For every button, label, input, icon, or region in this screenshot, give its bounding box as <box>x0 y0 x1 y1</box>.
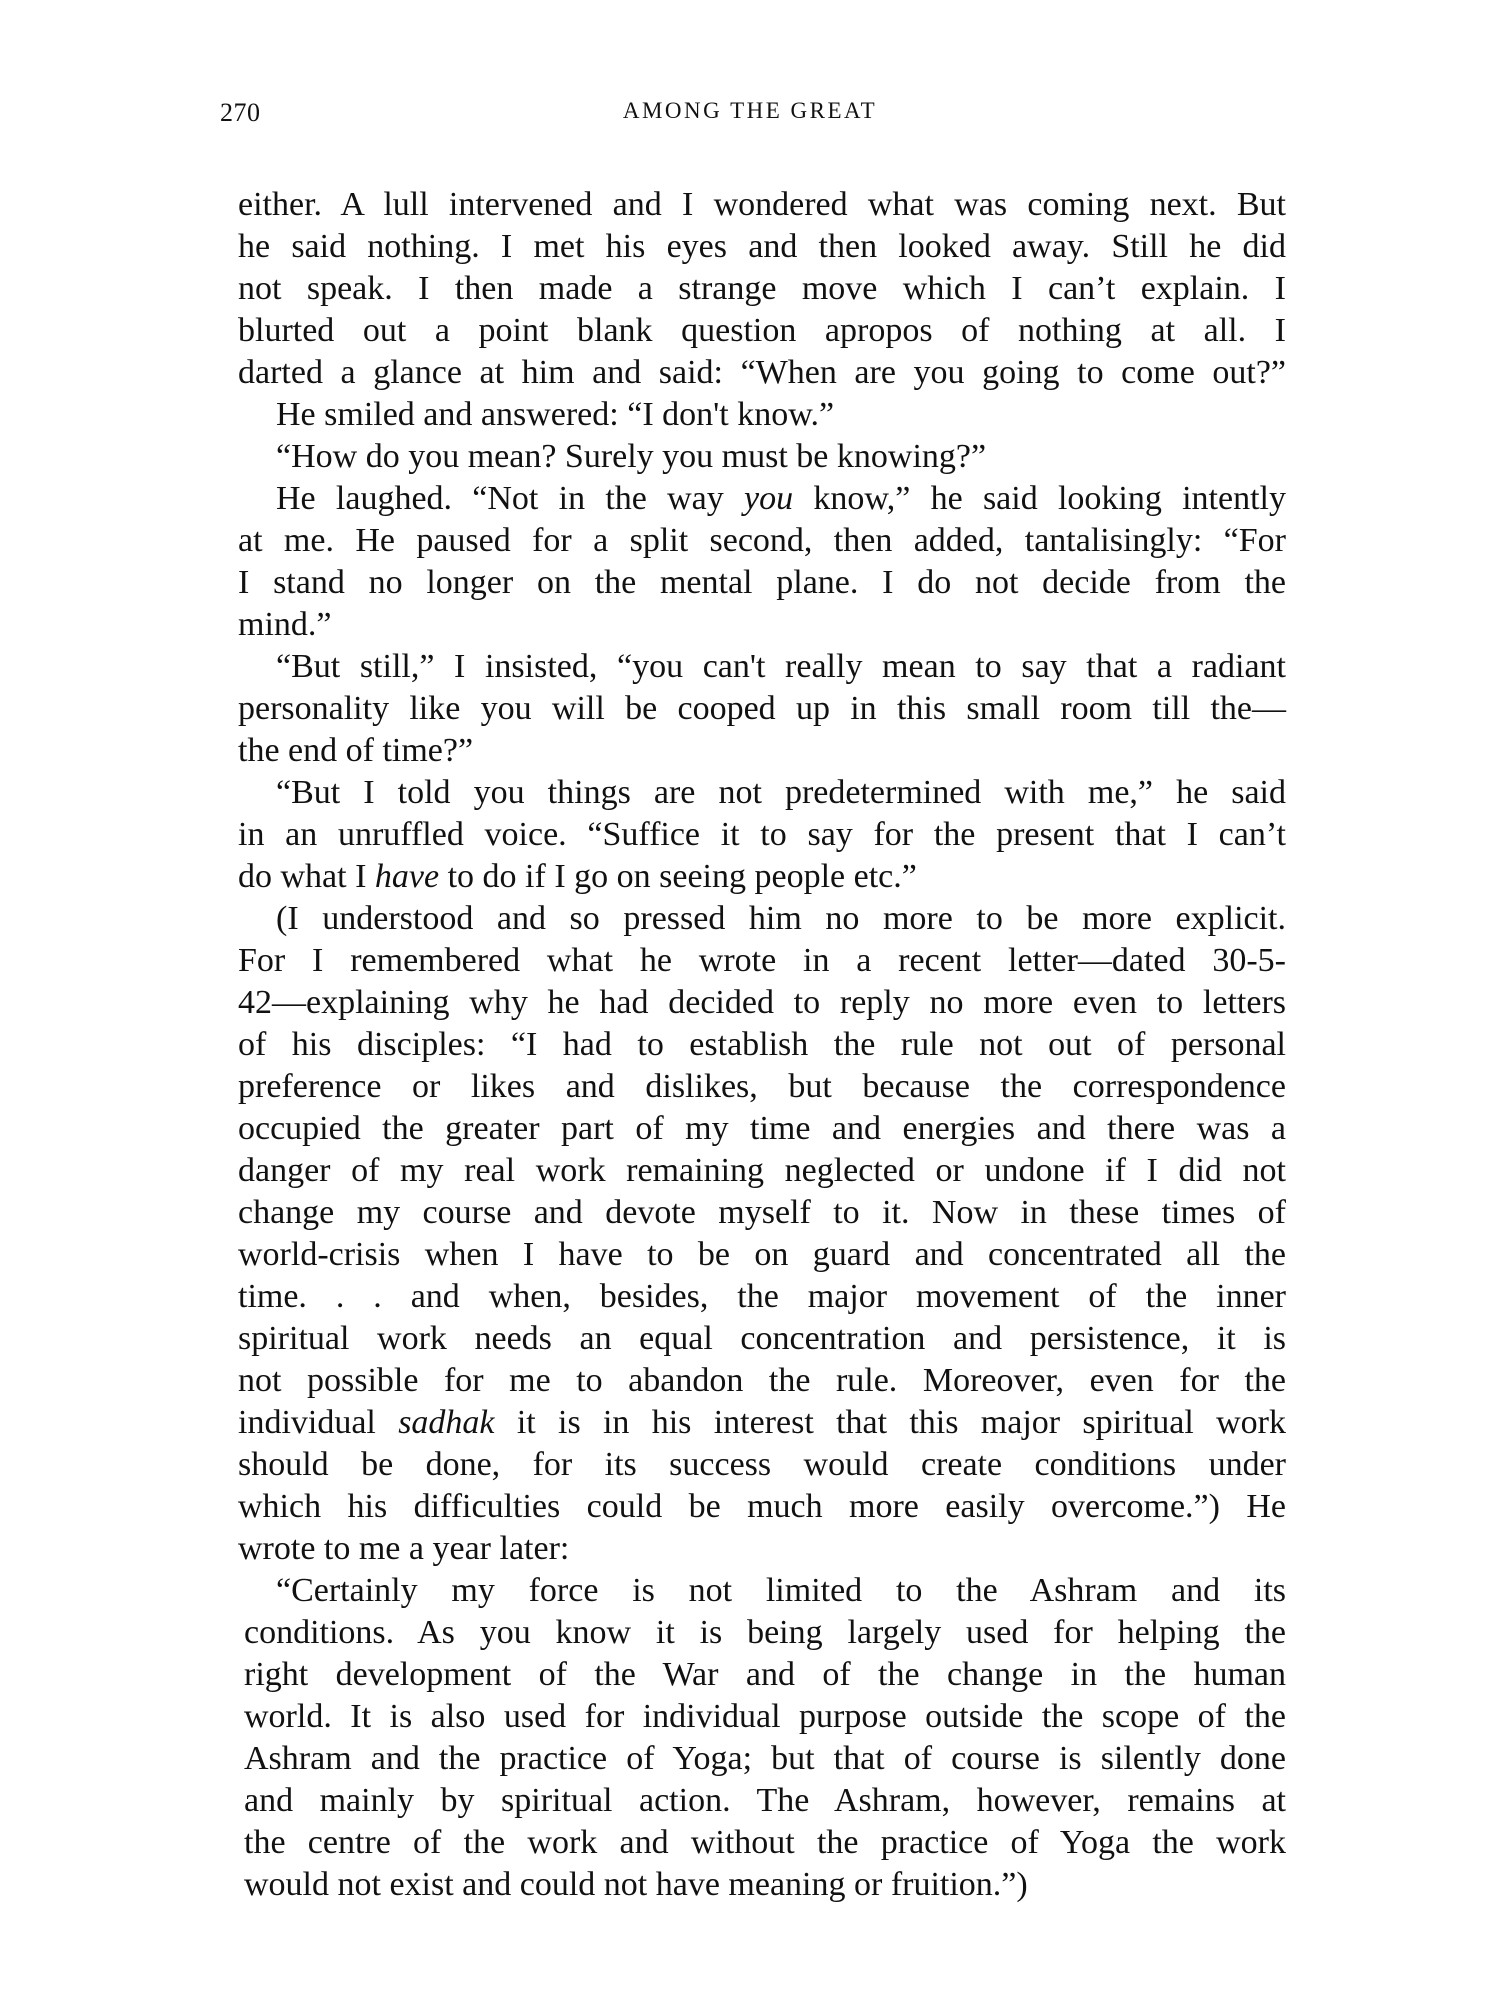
text-line: conditions. As you know it is being largely used for helping the <box>244 1614 1286 1651</box>
text-segment: He laughed. “Not in the way <box>276 480 745 517</box>
text-line: I stand no longer on the mental plane. I do not decide from the <box>238 564 1286 601</box>
text-line: “But still,” I insisted, “you can't really mean to say that a radiant <box>276 648 1286 685</box>
text-segment: do what I <box>238 858 375 895</box>
text-line: change my course and devote myself to it. Now in these times of <box>238 1194 1286 1231</box>
text-line: should be done, for its success would create conditions under <box>238 1446 1286 1483</box>
italic-word: have <box>374 858 440 895</box>
text-line: of his disciples: “I had to establish the rule not out of personal <box>238 1026 1286 1063</box>
text-line: “How do you mean? Surely you must be knowing?” <box>276 438 987 475</box>
text-line: danger of my real work remaining neglected or undone if I did not <box>238 1152 1286 1189</box>
text-segment: it is in his interest that this major spiritual work <box>494 1404 1286 1441</box>
page-number: 270 <box>220 98 261 127</box>
text-line: not speak. I then made a strange move which I can’t explain. I <box>238 270 1286 307</box>
text-line: which his difficulties could be much more easily overcome.”) He <box>238 1488 1286 1525</box>
text-line <box>238 1402 1286 1444</box>
text-line: would not exist and could not have meaning or fruition.”) <box>244 1866 1028 1903</box>
text-line: blurted out a point blank question apropos of nothing at all. I <box>238 312 1286 349</box>
italic-word: sadhak <box>398 1404 495 1441</box>
text-line: in an unruffled voice. “Suffice it to say for the present that I can’t <box>238 816 1286 853</box>
text-line: personality like you will be cooped up in this small room till the— <box>238 690 1286 727</box>
text-line: “But I told you things are not predetermined with me,” he said <box>276 774 1286 811</box>
text-segment: know,” he said looking intently <box>793 480 1286 517</box>
text-line: 42—explaining why he had decided to reply no more even to letters <box>238 984 1286 1021</box>
text-line: the centre of the work and without the practice of Yoga the work <box>244 1824 1286 1861</box>
text-line: at me. He paused for a split second, then added, tantalisingly: “For <box>238 522 1286 559</box>
text-line: the end of time?” <box>238 732 474 769</box>
text-line: world-crisis when I have to be on guard and concentrated all the <box>238 1236 1286 1273</box>
text-line: “Certainly my force is not limited to the Ashram and its <box>276 1572 1286 1609</box>
page-header <box>0 98 1500 138</box>
text-line <box>238 856 1286 898</box>
text-line: Ashram and the practice of Yoga; but that of course is silently done <box>244 1740 1286 1777</box>
text-line: mind.” <box>238 606 332 643</box>
text-line: right development of the War and of the change in the human <box>244 1656 1286 1693</box>
text-line: he said nothing. I met his eyes and then looked away. Still he did <box>238 228 1286 265</box>
italic-word: you <box>744 480 794 517</box>
text-line: world. It is also used for individual purpose outside the scope of the <box>244 1698 1286 1735</box>
text-line: spiritual work needs an equal concentration and persistence, it is <box>238 1320 1286 1357</box>
text-line: darted a glance at him and said: “When are you going to come out?” <box>238 354 1286 391</box>
text-line: not possible for me to abandon the rule. Moreover, even for the <box>238 1362 1286 1399</box>
text-line <box>238 478 1286 520</box>
text-line: occupied the greater part of my time and energies and there was a <box>238 1110 1286 1147</box>
text-line: He smiled and answered: “I don't know.” <box>276 396 835 433</box>
body-text <box>238 184 1286 1906</box>
text-segment: individual <box>238 1404 399 1441</box>
text-line: For I remembered what he wrote in a recent letter—dated 30-5- <box>238 942 1286 979</box>
text-line: (I understood and so pressed him no more to be more explicit. <box>276 900 1286 937</box>
running-head: AMONG THE GREAT <box>622 98 878 123</box>
text-line: time. . . and when, besides, the major movement of the inner <box>238 1278 1286 1315</box>
text-line: either. A lull intervened and I wondered what was coming next. But <box>238 186 1286 223</box>
text-line: wrote to me a year later: <box>238 1530 570 1567</box>
text-line: and mainly by spiritual action. The Ashram, however, remains at <box>244 1782 1286 1819</box>
text-line: preference or likes and dislikes, but because the correspondence <box>238 1068 1286 1105</box>
text-segment: to do if I go on seeing people etc.” <box>439 858 917 895</box>
